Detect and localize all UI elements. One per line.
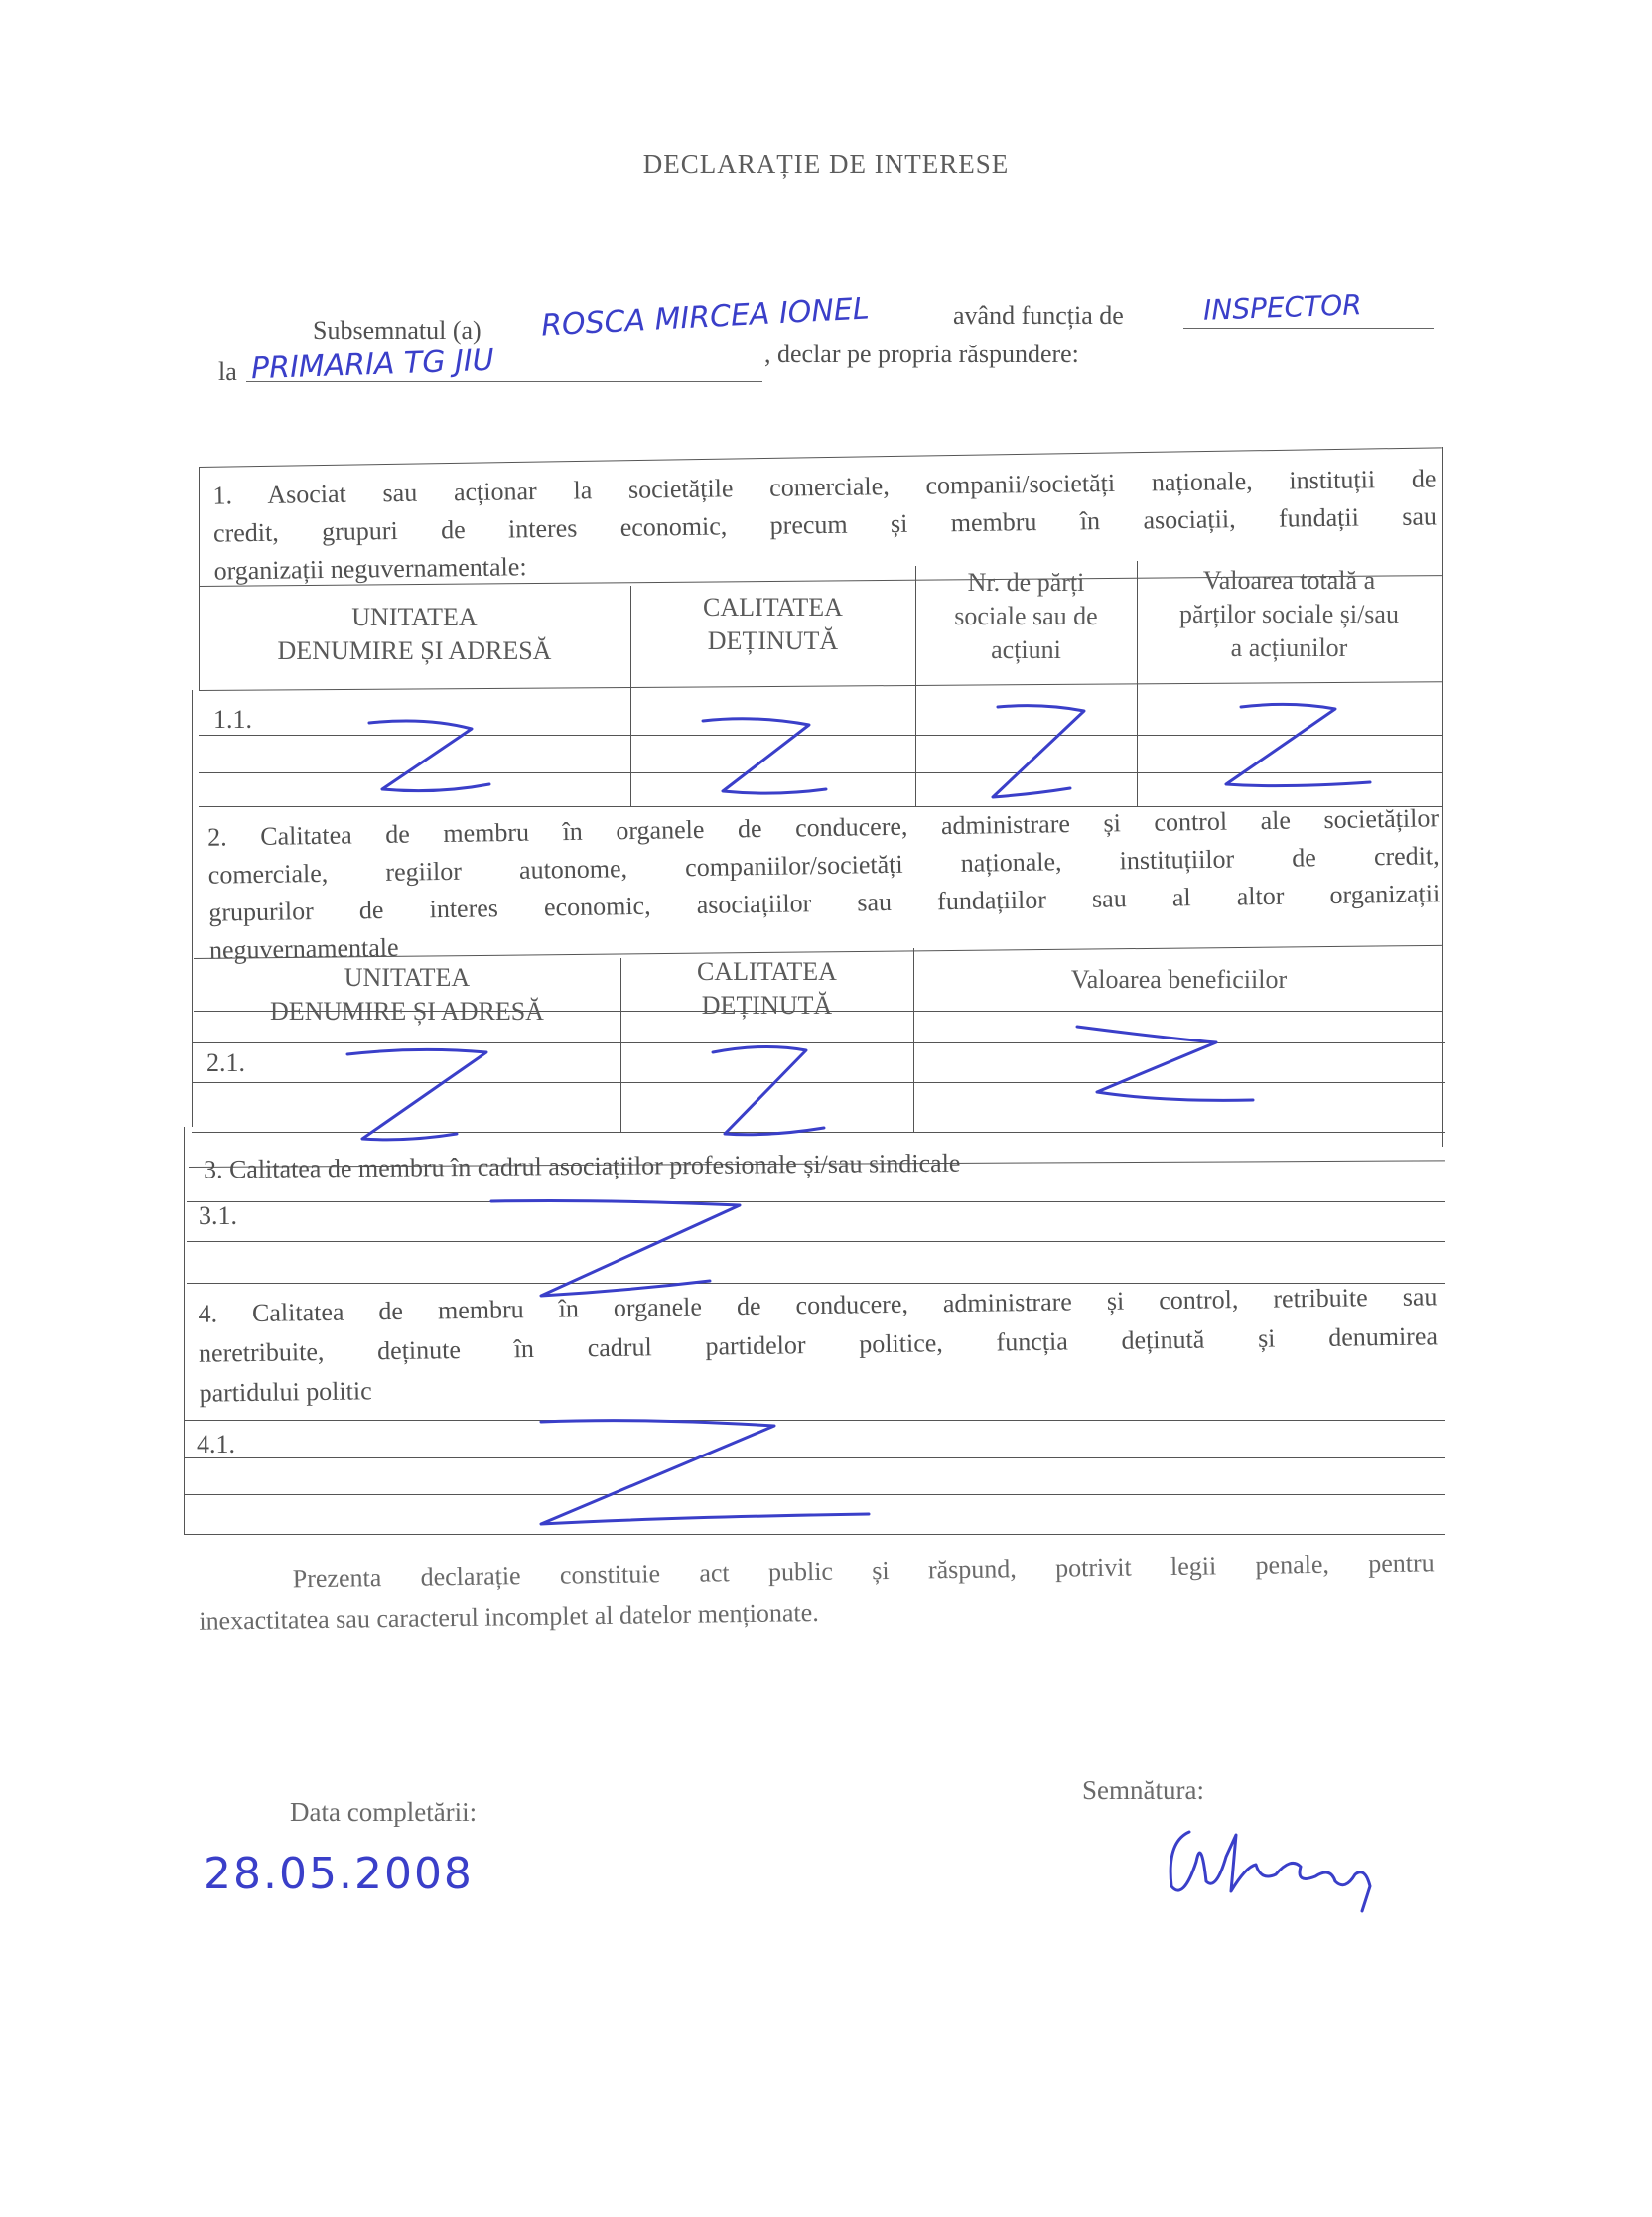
legal-statement-line-1: Prezenta declarație constituie act public și răspund, potrivit legii penale, pentru	[292, 1548, 1435, 1593]
s3-row-label: 3.1.	[199, 1201, 237, 1230]
date-label: Data completării:	[290, 1797, 478, 1827]
s4-z-mark	[541, 1421, 869, 1524]
s1-col1-z-mark	[369, 721, 489, 791]
s1-col-nr-parti: Nr. de părți sociale sau de acțiuni	[954, 568, 1098, 664]
s2-col-unitatea: UNITATEA DENUMIRE ȘI ADRESĂ	[270, 963, 544, 1026]
s1-col2-z-mark	[703, 719, 826, 793]
s2-row-label: 2.1.	[206, 1048, 245, 1077]
section2-heading-line-3: grupurilor de interes economic, asociațiilor sau fundațiilor sau al altor organizații	[208, 879, 1441, 927]
section1-heading-line-1: 1. Asociat sau acționar la societățile comerciale, companii/societăți naționale, instituții de	[212, 464, 1437, 510]
s1-col-valoarea: Valoarea totală a părților sociale și/sau a acțiunilor	[1179, 566, 1399, 662]
section1-heading-line-2: credit, grupuri de interes economic, precum și membru în asociații, fundații sau	[212, 501, 1438, 548]
s1-row-label: 1.1.	[213, 705, 252, 734]
s2-col3-z-mark	[1077, 1027, 1253, 1100]
section2-heading-line-4: neguvernamentale	[208, 932, 399, 965]
subsemnatul-label: Subsemnatul (a)	[313, 316, 482, 345]
institution-value: PRIMARIA TG JIU	[250, 343, 495, 387]
legal-statement-line-2: inexactitatea sau caracterul incomplet al datelor menționate.	[199, 1597, 819, 1636]
s3-z-mark	[491, 1201, 740, 1297]
document-title: DECLARAȚIE DE INTERESE	[642, 149, 1010, 179]
function-value: INSPECTOR	[1202, 288, 1363, 327]
section2-heading-line-1: 2. Calitatea de membru în organele de conducere, administrare și control ale societăților	[206, 803, 1440, 852]
s1-col4-z-mark	[1226, 704, 1370, 785]
la-label: la	[218, 357, 237, 386]
section3-heading: 3. Calitatea de membru în cadrul asociațiilor profesionale și/sau sindicale	[203, 1148, 961, 1184]
section4-heading-line-1: 4. Calitatea de membru în organele de conducere, administrare și control, retribuite sau	[198, 1282, 1438, 1328]
signature-mark	[1170, 1832, 1370, 1911]
signature-label: Semnătura:	[1082, 1775, 1204, 1805]
s1-col3-z-mark	[993, 706, 1084, 797]
section1-heading-line-3: organizații neguvernamentale:	[213, 552, 527, 586]
s1-col-calitatea: CALITATEA DEȚINUTĂ	[703, 593, 843, 655]
s2-col1-z-mark	[347, 1049, 486, 1139]
section2-heading-line-2: comerciale, regiilor autonome, companiilor/societăți naționale, instituțiilor de credit,	[207, 841, 1440, 890]
avand-functia-label: având funcția de	[953, 301, 1124, 330]
declarant-name: ROSCA MIRCEA IONEL	[540, 291, 871, 344]
s2-col-calitatea: CALITATEA DEȚINUTĂ	[697, 957, 837, 1020]
s4-row-label: 4.1.	[197, 1430, 235, 1458]
section4-heading-line-3: partidului politic	[199, 1376, 372, 1408]
s2-col-valoarea-beneficiilor: Valoarea beneficiilor	[1070, 965, 1288, 994]
s1-col-unitatea: UNITATEA DENUMIRE ȘI ADRESĂ	[277, 603, 552, 665]
declar-label: , declar pe propria răspundere:	[764, 340, 1079, 368]
s2-col2-z-mark	[713, 1046, 824, 1134]
date-value: 28.05.2008	[204, 1849, 474, 1899]
section4-heading-line-2: neretribuite, deținute în cadrul partidelor politice, funcția deținută și denumirea	[198, 1321, 1439, 1368]
